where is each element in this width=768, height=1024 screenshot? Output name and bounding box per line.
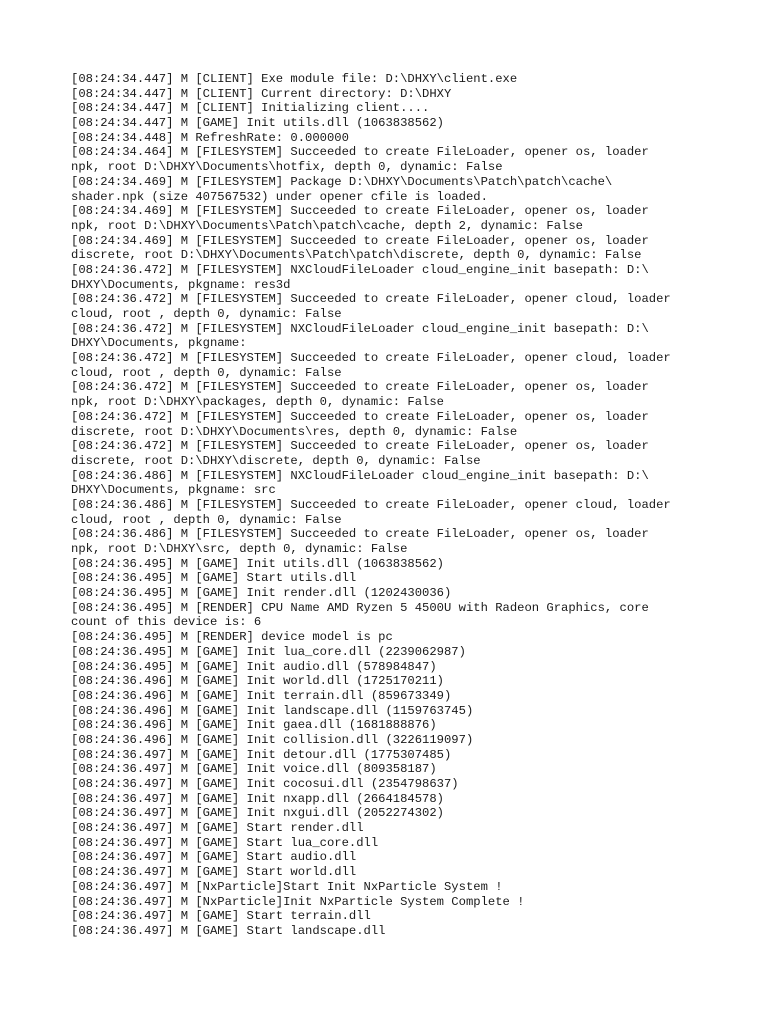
log-line: cloud, root , depth 0, dynamic: False xyxy=(71,307,342,321)
log-line: [08:24:36.496] M [GAME] Init collision.dll (3226119097) xyxy=(71,732,474,747)
log-line: DHXY\Documents, pkgname: xyxy=(71,336,247,351)
log-line: [08:24:36.495] M [GAME] Init audio.dll (578984847) xyxy=(71,659,437,674)
log-line: [08:24:36.497] M [GAME] Start render.dll xyxy=(71,821,364,836)
log-line: [08:24:36.497] M [GAME] Start world.dll xyxy=(71,865,357,880)
log-line: [08:24:36.497] M [NxParticle]Start Init NxParticle System ! xyxy=(71,879,503,894)
log-line: shader.npk (size 407567532) under opener cfile is loaded. xyxy=(71,189,488,204)
log-line: [08:24:36.472] M [FILESYSTEM] NXCloudFileLoader cloud_engine_init basepath: D:\ xyxy=(71,262,649,277)
log-line: DHXY\Documents, pkgname: src xyxy=(71,483,276,498)
log-line: discrete, root D:\DHXY\discrete, depth 0, dynamic: False xyxy=(71,453,481,468)
log-line: [08:24:36.486] M [FILESYSTEM] Succeeded to create FileLoader, opener cloud, loader xyxy=(71,497,671,512)
log-line: [08:24:34.447] M [CLIENT] Current directory: D:\DHXY xyxy=(71,86,452,101)
log-line: [08:24:34.448] M RefreshRate: 0.000000 xyxy=(71,130,349,145)
log-line: [08:24:36.486] M [FILESYSTEM] Succeeded to create FileLoader, opener os, loader xyxy=(71,527,649,542)
log-line: [08:24:36.495] M [GAME] Init lua_core.dll (2239062987) xyxy=(71,644,466,659)
log-line: DHXY\Documents, pkgname: res3d xyxy=(71,277,291,292)
log-line: [08:24:36.495] M [GAME] Init utils.dll (1063838562) xyxy=(71,556,444,571)
log-line: discrete, root D:\DHXY\Documents\Patch\patch\discrete, depth 0, dynamic: False xyxy=(71,248,642,263)
log-line: [08:24:36.497] M [GAME] Init voice.dll (809358187) xyxy=(71,762,437,777)
log-line: [08:24:36.497] M [NxParticle]Init NxParticle System Complete ! xyxy=(71,894,525,909)
log-line: [08:24:34.464] M [FILESYSTEM] Succeeded to create FileLoader, opener os, loader xyxy=(71,145,649,160)
log-line: [08:24:34.447] M [CLIENT] Initializing client.... xyxy=(71,101,430,116)
log-line: npk, root D:\DHXY\src, depth 0, dynamic: False xyxy=(71,542,408,556)
log-line: count of this device is: 6 xyxy=(71,615,262,630)
log-line: [08:24:36.497] M [GAME] Init nxgui.dll (2052274302) xyxy=(71,806,444,821)
log-line: [08:24:36.495] M [GAME] Start utils.dll xyxy=(71,571,357,586)
log-line: [08:24:36.496] M [GAME] Init gaea.dll (1681888876) xyxy=(71,718,437,733)
log-line: npk, root D:\DHXY\Documents\Patch\patch\cache, depth 2, dynamic: False xyxy=(71,218,583,233)
log-line: [08:24:36.497] M [GAME] Init cocosui.dll (2354798637) xyxy=(71,777,459,791)
log-line: npk, root D:\DHXY\packages, depth 0, dynamic: False xyxy=(71,395,444,410)
log-line: [08:24:34.469] M [FILESYSTEM] Succeeded to create FileLoader, opener os, loader xyxy=(71,204,649,219)
log-line: [08:24:36.472] M [FILESYSTEM] Succeeded to create FileLoader, opener os, loader xyxy=(71,439,649,454)
log-line: [08:24:36.497] M [GAME] Start terrain.dll xyxy=(71,909,371,924)
log-line: [08:24:36.472] M [FILESYSTEM] NXCloudFileLoader cloud_engine_init basepath: D:\ xyxy=(71,321,649,336)
log-line: [08:24:36.497] M [GAME] Start landscape.dll xyxy=(71,923,386,938)
log-line: [08:24:36.496] M [GAME] Init terrain.dll (859673349) xyxy=(71,688,452,703)
log-line: npk, root D:\DHXY\Documents\hotfix, depth 0, dynamic: False xyxy=(71,160,503,175)
log-line: [08:24:34.469] M [FILESYSTEM] Succeeded to create FileLoader, opener os, loader xyxy=(71,233,649,248)
log-line: [08:24:36.486] M [FILESYSTEM] NXCloudFileLoader cloud_engine_init basepath: D:\ xyxy=(71,468,649,483)
log-line: [08:24:36.496] M [GAME] Init landscape.dll (1159763745) xyxy=(71,703,474,718)
log-line: [08:24:36.495] M [RENDER] CPU Name AMD Ryzen 5 4500U with Radeon Graphics, core xyxy=(71,600,649,615)
log-line: [08:24:36.497] M [GAME] Init detour.dll (1775307485) xyxy=(71,747,452,762)
log-line: [08:24:36.495] M [RENDER] device model is pc xyxy=(71,630,393,645)
log-line: [08:24:36.472] M [FILESYSTEM] Succeeded to create FileLoader, opener cloud, loader xyxy=(71,292,671,307)
log-line: [08:24:34.447] M [GAME] Init utils.dll (1063838562) xyxy=(71,116,444,131)
log-line: [08:24:34.447] M [CLIENT] Exe module file: D:\DHXY\client.exe xyxy=(71,72,518,86)
log-line: cloud, root , depth 0, dynamic: False xyxy=(71,512,342,527)
log-line: [08:24:36.496] M [GAME] Init world.dll (1725170211) xyxy=(71,674,444,689)
log-line: cloud, root , depth 0, dynamic: False xyxy=(71,365,342,380)
log-line: [08:24:36.472] M [FILESYSTEM] Succeeded to create FileLoader, opener cloud, loader xyxy=(71,351,671,366)
log-line: [08:24:36.497] M [GAME] Start lua_core.dll xyxy=(71,835,379,850)
log-line: [08:24:36.472] M [FILESYSTEM] Succeeded to create FileLoader, opener os, loader xyxy=(71,409,649,424)
log-line: [08:24:36.495] M [GAME] Init render.dll (1202430036) xyxy=(71,586,452,601)
log-line: [08:24:36.497] M [GAME] Start audio.dll xyxy=(71,850,357,865)
log-line: discrete, root D:\DHXY\Documents\res, depth 0, dynamic: False xyxy=(71,424,518,439)
log-document xyxy=(71,72,711,939)
log-line: [08:24:36.472] M [FILESYSTEM] Succeeded to create FileLoader, opener os, loader xyxy=(71,380,649,395)
log-line: [08:24:34.469] M [FILESYSTEM] Package D:\DHXY\Documents\Patch\patch\cache\ xyxy=(71,174,613,189)
log-line: [08:24:36.497] M [GAME] Init nxapp.dll (2664184578) xyxy=(71,791,444,806)
